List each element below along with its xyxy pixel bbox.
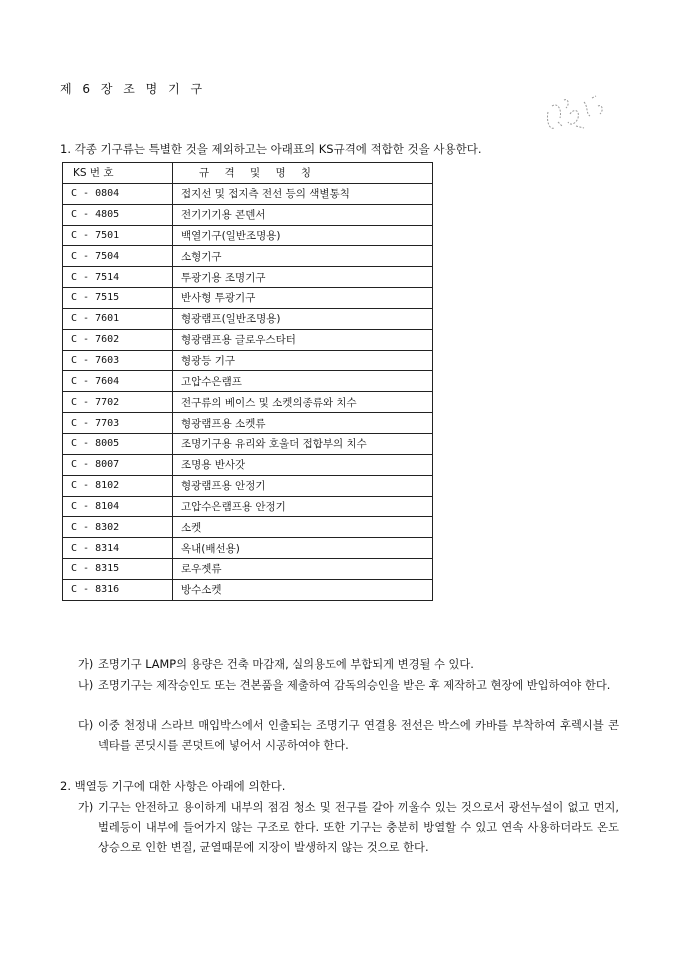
spec-name-cell: 로우젯류 xyxy=(173,559,433,580)
table-row xyxy=(63,413,433,434)
note-2-ga xyxy=(78,798,619,878)
spec-name-cell: 투광기용 조명기구 xyxy=(173,267,433,288)
spec-name-cell: 형광램프용 안정기 xyxy=(173,475,433,496)
spec-name-cell: 소켓 xyxy=(173,517,433,538)
spec-name-cell: 전구류의 베이스 및 소켓의종류와 치수 xyxy=(173,392,433,413)
table-body xyxy=(63,183,433,600)
ks-number-cell: C - 7515 xyxy=(63,288,173,309)
spec-name-cell: 조명용 반사갓 xyxy=(173,454,433,475)
table-row xyxy=(63,433,433,454)
note-na xyxy=(78,676,619,716)
ks-number-cell: C - 7501 xyxy=(63,225,173,246)
ks-number-cell: C - 7604 xyxy=(63,371,173,392)
ks-number-cell: C - 8315 xyxy=(63,559,173,580)
table-row xyxy=(63,288,433,309)
spec-name-cell: 형광램프용 글로우스타터 xyxy=(173,329,433,350)
table-row xyxy=(63,559,433,580)
spec-name-cell: 방수소켓 xyxy=(173,579,433,600)
spec-name-cell: 형광램프(일반조명용) xyxy=(173,308,433,329)
note-text: 이중 천정내 스라브 매입박스에서 인출되는 조명기구 연결용 전선은 박스에 카바를 부착하여 후렉시블 콘넥타를 콘딧시를 콘덧트에 넣어서 시공하여야 한다. xyxy=(98,719,619,752)
table-row xyxy=(63,538,433,559)
ks-number-cell: C - 8316 xyxy=(63,579,173,600)
spec-name-cell: 형광등 기구 xyxy=(173,350,433,371)
spec-name-cell: 고압수은램프 xyxy=(173,371,433,392)
note-da xyxy=(78,716,619,756)
section1-heading xyxy=(60,141,482,157)
table-row xyxy=(63,454,433,475)
spec-name-cell: 전기기기용 콘덴서 xyxy=(173,204,433,225)
spec-name-cell: 백열기구(일반조명용) xyxy=(173,225,433,246)
ks-number-cell: C - 7603 xyxy=(63,350,173,371)
note-label: 나) xyxy=(78,679,94,692)
spec-name-cell: 반사형 투광기구 xyxy=(173,288,433,309)
ks-number-cell: C - 7514 xyxy=(63,267,173,288)
table-row xyxy=(63,475,433,496)
note-label: 가) xyxy=(78,801,94,814)
ks-number-cell: C - 8005 xyxy=(63,433,173,454)
ks-standards-table xyxy=(62,162,433,601)
spec-name-cell: 고압수은램프용 안정기 xyxy=(173,496,433,517)
ks-number-cell: C - 7702 xyxy=(63,392,173,413)
table-row xyxy=(63,496,433,517)
ks-number-cell: C - 7504 xyxy=(63,246,173,267)
table-row xyxy=(63,517,433,538)
ks-number-cell: C - 7601 xyxy=(63,308,173,329)
spec-name-cell: 형광램프용 소켓류 xyxy=(173,413,433,434)
table-row xyxy=(63,204,433,225)
table-row xyxy=(63,350,433,371)
note-text: 기구는 안전하고 용이하게 내부의 점검 청소 및 전구를 갈아 끼울수 있는 것으로서 광선누설이 없고 먼지, 벌레등이 내부에 들어가지 않는 구조로 한다. 또한 기구는 충분히 방열할 수 있고 연속 사용하더라도 온도 상승으로 인한 변질, 균열때문에 지장이 발생하지 않는 것으로 한다. xyxy=(98,801,619,854)
ks-number-cell: C - 7602 xyxy=(63,329,173,350)
section1-text: 각종 기구류는 특별한 것을 제외하고는 아래표의 KS규격에 적합한 것을 사용한다. xyxy=(74,142,482,156)
handwritten-mark xyxy=(540,92,612,134)
note-text: 조명기구는 제작승인도 또는 견본품을 제출하여 감독의승인을 받은 후 제작하고 현장에 반입하여야 한다. xyxy=(98,679,611,692)
header-ks-number: KS 번 호 xyxy=(63,163,173,184)
table-row xyxy=(63,225,433,246)
section2-heading xyxy=(60,778,285,794)
section2-number: 2. xyxy=(60,779,71,793)
spec-name-cell: 조명기구용 유리와 호울더 접합부의 치수 xyxy=(173,433,433,454)
table-row xyxy=(63,579,433,600)
ks-number-cell: C - 8102 xyxy=(63,475,173,496)
ks-number-cell: C - 4805 xyxy=(63,204,173,225)
chapter-title: 제 6 장 조 명 기 구 xyxy=(60,82,203,96)
spec-name-cell: 접지선 및 접지측 전선 등의 색별통칙 xyxy=(173,183,433,204)
note-ga xyxy=(78,655,618,675)
ks-number-cell: C - 0804 xyxy=(63,183,173,204)
note-text: 조명기구 LAMP의 용량은 건축 마감재, 실의용도에 부합되게 변경될 수 있다. xyxy=(98,658,474,671)
section2-text: 백열등 기구에 대한 사항은 아래에 의한다. xyxy=(74,779,286,793)
ks-number-cell: C - 8302 xyxy=(63,517,173,538)
header-spec-name: 규 격 및 명 칭 xyxy=(173,163,433,184)
ks-number-cell: C - 8104 xyxy=(63,496,173,517)
table-row xyxy=(63,246,433,267)
note-label: 가) xyxy=(78,658,94,671)
table-row xyxy=(63,267,433,288)
table-row xyxy=(63,183,433,204)
spec-name-cell: 옥내(배선용) xyxy=(173,538,433,559)
note-label: 다) xyxy=(78,719,94,732)
table-row xyxy=(63,329,433,350)
ks-number-cell: C - 8007 xyxy=(63,454,173,475)
ks-number-cell: C - 7703 xyxy=(63,413,173,434)
table-header-row xyxy=(63,163,433,184)
table-row xyxy=(63,371,433,392)
table-row xyxy=(63,308,433,329)
ks-number-cell: C - 8314 xyxy=(63,538,173,559)
spec-name-cell: 소형기구 xyxy=(173,246,433,267)
table-row xyxy=(63,392,433,413)
section1-number: 1. xyxy=(60,142,71,156)
